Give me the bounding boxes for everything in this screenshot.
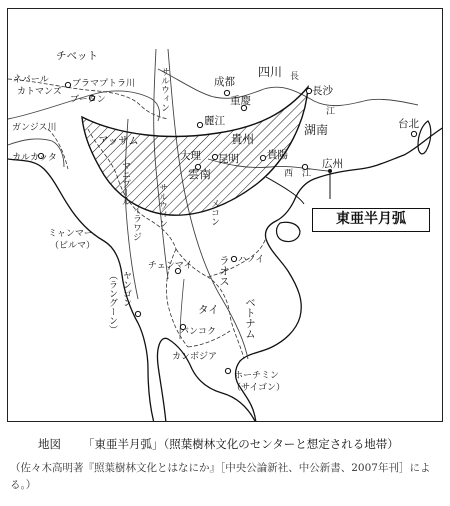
city-dot xyxy=(306,88,311,93)
label-guizhou: 貴州 xyxy=(231,132,254,146)
river-yangtze xyxy=(158,65,418,106)
map xyxy=(7,8,443,422)
hainan-island xyxy=(277,222,300,241)
city-dot xyxy=(65,82,70,87)
label-ganges: ガンジス川 xyxy=(12,123,57,133)
city-dot xyxy=(260,155,265,160)
label-mekong: メコン xyxy=(209,199,219,226)
label-sichuan: 四川 xyxy=(258,65,283,79)
label-rangoon: （ラングーン） xyxy=(107,271,117,334)
label-cambodia: カンボジア xyxy=(172,352,218,362)
label-vietnam: ベトナム xyxy=(244,297,256,339)
label-kathmandu: カトマンズ xyxy=(17,87,62,97)
label-thailand: タイ xyxy=(198,304,219,316)
source-note: （佐々木高明著『照葉樹林文化とはなにか』［中央公論新社、中公新書、2007年刊］による。） xyxy=(10,462,431,491)
label-guangzhou: 広州 xyxy=(322,158,343,170)
label-lijiang: 麗江 xyxy=(204,115,225,127)
label-hunan: 湖南 xyxy=(304,123,329,137)
city-dot xyxy=(225,368,230,373)
label-hanoi: ハノイ xyxy=(238,255,265,265)
arc-label-box: 東亜半月弧 xyxy=(312,208,430,232)
label-laos: ラオス xyxy=(218,255,230,287)
label-kolkata: カルカッタ xyxy=(12,153,57,163)
label-hochiminh: ホーチミン xyxy=(234,371,280,381)
label-bhutan: ブータン xyxy=(70,95,106,105)
arc-leader-line xyxy=(266,177,304,204)
label-yunnan: 雲南 xyxy=(188,167,211,181)
label-guiyang: 貴陽 xyxy=(267,149,288,161)
city-dot xyxy=(135,311,140,316)
label-bangkok: バンコク xyxy=(180,327,217,337)
label-manipur: マニプール xyxy=(120,161,130,206)
label-chiang-mai: チェンマイ xyxy=(148,261,193,271)
label-yangon: ヤンゴン xyxy=(121,271,131,307)
label-nepal: ネパール xyxy=(13,75,49,85)
label-taipei: 台北 xyxy=(398,118,419,130)
label-jiang-river: 江 xyxy=(326,107,336,117)
map-caption xyxy=(38,436,399,452)
city-dot xyxy=(231,256,236,261)
label-xi-river: 西 江 xyxy=(284,169,312,179)
label-myanmar: ミャンマー xyxy=(48,229,93,239)
label-dali: 大理 xyxy=(180,150,201,162)
city-dot xyxy=(224,90,229,95)
label-chang-river: 長 xyxy=(290,72,300,82)
label-brahmaputra: ブラマプトラ川 xyxy=(72,79,136,89)
label-irrawaddy: イラワジ xyxy=(131,205,141,241)
caption-prefix: 地図 xyxy=(38,437,61,451)
label-assam: アッサム xyxy=(98,135,139,147)
label-kunming: 昆明 xyxy=(218,153,239,165)
label-chengdu: 成都 xyxy=(214,76,235,88)
label-chongqing: 重慶 xyxy=(230,95,251,107)
label-saluween-south: サルウィン xyxy=(157,183,167,228)
label-tibet: チベット xyxy=(56,50,98,62)
city-dot xyxy=(197,122,202,127)
label-changsha: 長沙 xyxy=(312,85,333,97)
caption-text: 「東亜半月弧」（照葉樹林文化のセンターと想定される地帯） xyxy=(83,437,399,451)
city-dot xyxy=(411,131,416,136)
label-saigon: （サイゴン） xyxy=(232,383,286,393)
label-burma: （ビルマ） xyxy=(50,241,96,251)
city-dot xyxy=(212,154,217,159)
label-saluween-north: サルウィン xyxy=(159,67,169,112)
